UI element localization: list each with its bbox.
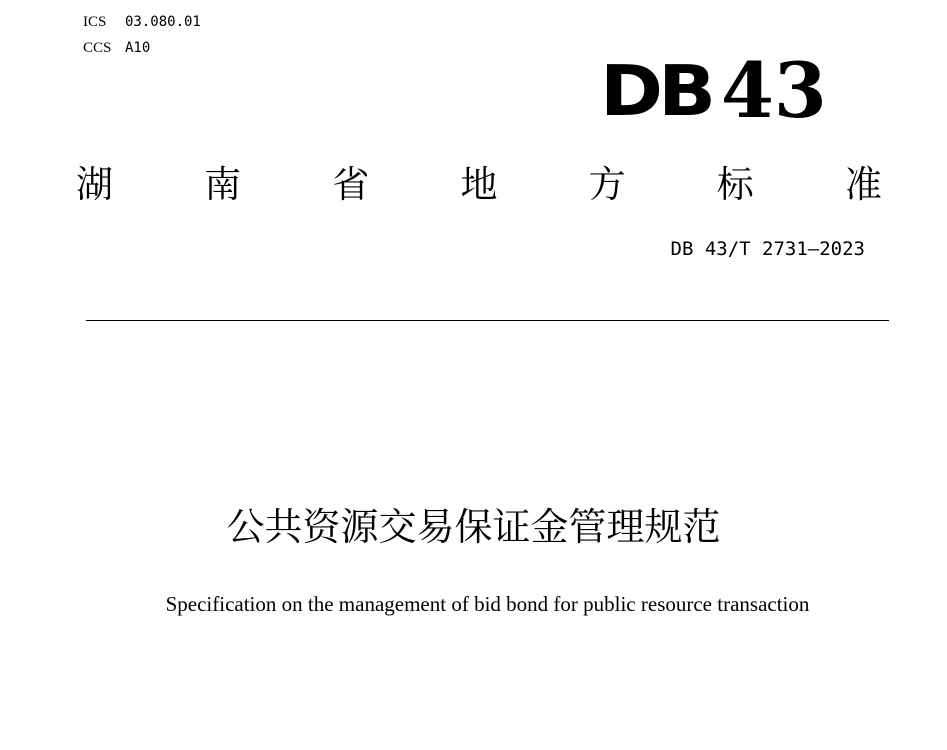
standard-title-char: 省 (332, 162, 370, 206)
standard-title-char: 南 (204, 162, 242, 206)
standard-type-title (76, 156, 882, 212)
ics-label: ICS (83, 14, 107, 30)
header-divider (86, 320, 889, 321)
ics-value: 03.080.01 (125, 14, 201, 30)
document-title: 公共资源交易保证金管理规范 (226, 505, 721, 549)
ccs-line (83, 40, 150, 62)
db-logo-letters: DB (600, 49, 712, 132)
ics-line (83, 14, 201, 36)
standard-number: DB 43/T 2731—2023 (670, 238, 865, 260)
db-logo-number: 43 (721, 46, 827, 135)
standard-title-char: 湖 (76, 162, 113, 206)
db-logo (600, 46, 827, 136)
standard-title-char: 准 (844, 162, 882, 206)
ccs-label: CCS (83, 40, 112, 56)
standard-title-char: 标 (716, 162, 754, 206)
ccs-value: A10 (125, 40, 151, 56)
standard-title-char: 地 (460, 162, 498, 206)
document-subtitle: Specification on the management of bid bond for public resource transaction (165, 592, 810, 616)
standard-title-char: 方 (588, 162, 626, 206)
